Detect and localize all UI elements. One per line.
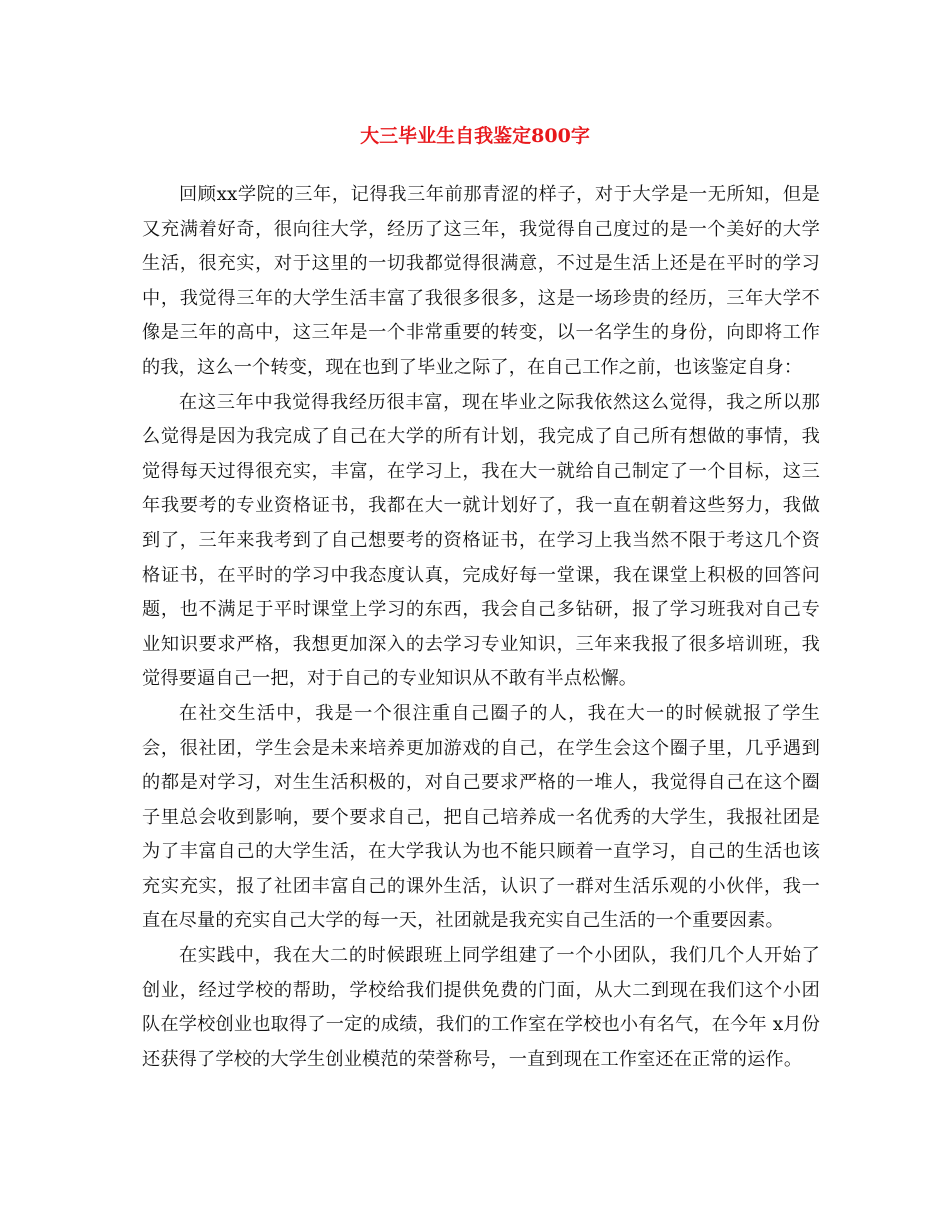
- paragraph-study: 在这三年中我觉得我经历很丰富，现在毕业之际我依然这么觉得，我之所以那么觉得是因为我完成了自己在大学的所有计划，我完成了自己所有想做的事情，我觉得每天过得很充实，丰富，在学习上，我在大一就给自己制定了一个目标，这三年我要考的专业资格证书，我都在大一就计划好了，我一直在朝着这些努力，我做到了，三年来我考到了自己想要考的资格证书，在学习上我当然不限于考这几个资格证书，在平时的学习中我态度认真，完成好每一堂课，我在课堂上积极的回答问题，也不满足于平时课堂上学习的东西，我会自己多钻研，报了学习班我对自己专业知识要求严格，我想更加深入的去学习专业知识，三年来我报了很多培训班，我觉得要逼自己一把，对于自己的专业知识从不敢有半点松懈。: [142, 391, 820, 690]
- document-body: [142, 178, 820, 1077]
- paragraph-practice: 在实践中，我在大二的时候跟班上同学组建了一个小团队，我们几个人开始了创业，经过学校的帮助，学校给我们提供免费的门面，从大二到现在我们这个小团队在学校创业也取得了一定的成绩，我们的工作室在学校也小有名气，在今年 x月份还获得了学校的大学生创业模范的荣誉称号，一直到现在工作室还在正常的运作。: [142, 945, 820, 1070]
- document-title: 大三毕业生自我鉴定800字: [360, 125, 590, 147]
- paragraph-review: 回顾xx学院的三年，记得我三年前那青涩的样子，对于大学是一无所知，但是又充满着好奇，很向往大学，经历了这三年，我觉得自己度过的是一个美好的大学生活，很充实，对于这里的一切我都觉得很满意，不过是生活上还是在平时的学习中，我觉得三年的大学生活丰富了我很多很多，这是一场珍贵的经历，三年大学不像是三年的高中，这三年是一个非常重要的转变，以一名学生的身份，向即将工作的我，这么一个转变，现在也到了毕业之际了，在自己工作之前，也该鉴定自身：: [142, 184, 820, 378]
- paragraph-social-life: 在社交生活中，我是一个很注重自己圈子的人，我在大一的时候就报了学生会，很社团，学生会是未来培养更加游戏的自己，在学生会这个圈子里，几乎遇到的都是对学习，对生生活积极的，对自己要求严格的一堆人，我觉得自己在这个圈子里总会收到影响，要个要求自己，把自己培养成一名优秀的大学生，我报社团是为了丰富自己的大学生活，在大学我认为也不能只顾着一直学习，自己的生活也该充实充实，报了社团丰富自己的课外生活，认识了一群对生活乐观的小伙伴，我一直在尽量的充实自己大学的每一天，社团就是我充实自己生活的一个重要因素。: [142, 702, 820, 932]
